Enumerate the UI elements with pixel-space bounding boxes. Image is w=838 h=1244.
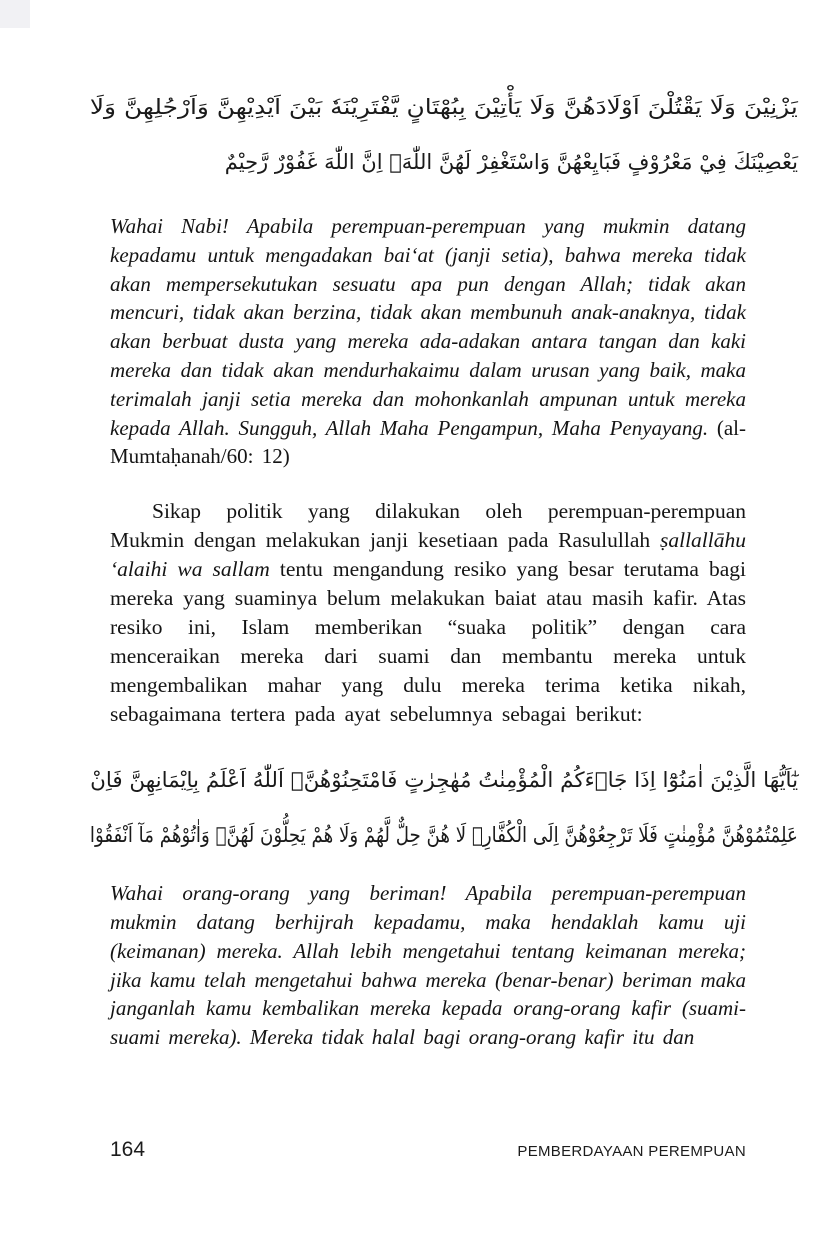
page-footer bbox=[110, 1138, 746, 1162]
running-title: PEMBERDAYAAN PEREMPUAN bbox=[517, 1143, 746, 1160]
paragraph-lead: Sikap politik yang dilakukan oleh perempuan-perempuan Mukmin dengan melakukan janji kesetiaan pada Rasulullah bbox=[110, 499, 746, 553]
quran-verse-top-line-2 bbox=[90, 135, 798, 190]
quran-verse-top-line-1 bbox=[90, 80, 798, 135]
translation-text: Wahai orang-orang yang beriman! Apabila perempuan-perempuan mukmin datang berhijrah kepadamu, maka hendaklah kamu uji (keimanan) mereka. Allah lebih mengetahui tentang keimanan mereka; jika kamu telah mengetahui bahwa mereka (benar-benar) beriman maka janganlah kamu kembalikan mereka kepada orang-orang kafir (suami-suami mereka). Mereka tidak halal bagi orang-orang kafir itu dan bbox=[110, 881, 746, 1050]
arabic-text: يَعْصِيْنَكَ فِيْ مَعْرُوْفٍ فَبَايِعْهُنَّ وَاسْتَغْفِرْ لَهُنَّ اللّٰهَۗ اِنَّ اللّٰهَ غَفُوْرٌ رَّحِيْمٌ bbox=[224, 150, 798, 174]
verse-translation-top bbox=[110, 212, 746, 471]
quran-verse-bottom-line-2 bbox=[90, 808, 798, 863]
scan-corner-artifact bbox=[0, 0, 30, 28]
paragraph-rest: tentu mengandung resiko yang besar terutama bagi mereka yang suaminya belum melakukan baiat atau masih kafir. Atas resiko ini, Islam memberikan “suaka politik” dengan cara menceraikan mereka dari suami dan membantu mereka untuk mengembalikan mahar yang dulu mereka terima ketika nikah, sebagaimana tertera pada ayat sebelumnya sebagai berikut: bbox=[110, 557, 746, 727]
verse-translation-bottom bbox=[110, 879, 746, 1052]
arabic-text: يٰٓاَيُّهَا الَّذِيْنَ اٰمَنُوْٓا اِذَا جَاۤءَكُمُ الْمُؤْمِنٰتُ مُهٰجِرٰتٍ فَامْتَحِنُوْهُنَّۗ اَللّٰهُ اَعْلَمُ بِاِيْمَانِهِنَّ فَاِنْ bbox=[90, 768, 798, 793]
quran-verse-bottom bbox=[90, 753, 798, 863]
page-number: 164 bbox=[110, 1138, 146, 1161]
quran-verse-top bbox=[90, 0, 798, 190]
verse-citation: (al-Mumtaḥanah/60: 12) bbox=[110, 415, 746, 469]
page-content bbox=[90, 0, 798, 1052]
arabic-text: يَزْنِيْنَ وَلَا يَقْتُلْنَ اَوْلَادَهُنَّ وَلَا يَأْتِيْنَ بِبُهْتَانٍ يَّفْتَرِيْنَهٗ بَيْنَ اَيْدِيْهِنَّ وَاَرْجُلِهِنَّ وَلَا bbox=[90, 95, 798, 119]
quran-verse-bottom-line-1 bbox=[90, 753, 798, 808]
arabic-text: عَلِمْتُمُوْهُنَّ مُؤْمِنٰتٍ فَلَا تَرْجِعُوْهُنَّ اِلَى الْكُفَّارِۗ لَا هُنَّ حِلٌّ لَّهُمْ وَلَا هُمْ يَحِلُّوْنَ لَهُنَّۗ وَاٰتُوْهُمْ مَآ اَنْفَقُوْا bbox=[90, 823, 798, 848]
arabic-honorific-transliteration: ṣallallāhu ‘alaihi wa sallam bbox=[110, 528, 746, 582]
translation-text: Wahai Nabi! Apabila perempuan-perempuan yang mukmin datang kepadamu untuk mengadakan bai‘at (janji setia), bahwa mereka tidak akan mempersekutukan sesuatu apa pun dengan Allah; tidak akan mencuri, tidak akan berzina, tidak akan membunuh anak-anaknya, tidak akan berbuat dusta yang mereka ada-adakan antara tangan dan kaki mereka dan tidak akan mendurhakaimu dalam urusan yang baik, maka terimalah janji setia mereka dan mohonkanlah ampunan untuk mereka kepada Allah. Sungguh, Allah Maha Pengampun, Maha Penyayang. bbox=[110, 214, 746, 440]
commentary-paragraph bbox=[110, 497, 746, 729]
